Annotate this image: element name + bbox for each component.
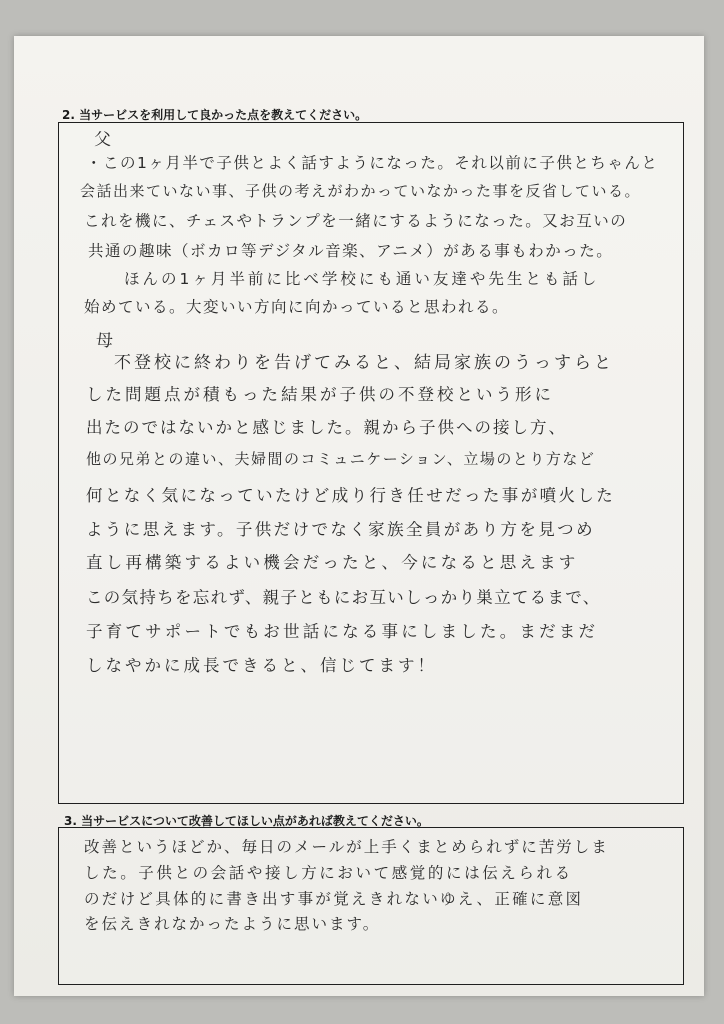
- section2-heading: 2. 当サービスを利用して良かった点を教えてください。: [62, 108, 368, 122]
- mother-line-5: 何となく気になっていたけど成り行き任せだった事が噴火した: [86, 486, 616, 505]
- father-line-6: 始めている。大変いい方向に向かっていると思われる。: [84, 298, 510, 316]
- father-line-1: ・この1ヶ月半で子供とよく話すようになった。それ以前に子供とちゃんと: [86, 154, 659, 172]
- father-label: 父: [94, 130, 113, 150]
- father-line-3: これを機に、チェスやトランプを一緒にするようになった。又お互いの: [84, 212, 628, 230]
- section3-heading: 3. 当サービスについて改善してほしい点があれば教えてください。: [64, 814, 429, 828]
- mother-line-3: 出たのではないかと感じました。親から子供への接し方、: [86, 418, 567, 437]
- mother-line-1: 不登校に終わりを告げてみると、結局家族のうっすらと: [114, 353, 614, 373]
- mother-line-2: した問題点が積もった結果が子供の不登校という形に: [86, 385, 554, 404]
- mother-line-4: 他の兄弟との違い、夫婦間のコミュニケーション、立場のとり方など: [86, 450, 596, 468]
- mother-line-6: ように思えます。子供だけでなく家族全員があり方を見つめ: [86, 520, 595, 539]
- mother-label: 母: [96, 331, 115, 351]
- mother-line-8: この気持ちを忘れず、親子ともにお互いしっかり巣立てるまで、: [86, 588, 601, 607]
- mother-line-9: 子育てサポートでもお世話になる事にしました。まだまだ: [86, 622, 599, 641]
- father-line-4: 共通の趣味（ボカロ等デジタル音楽、アニメ）がある事もわかった。: [88, 242, 614, 260]
- section3-line-1: 改善というほどか、毎日のメールが上手くまとめられずに苦労しま: [84, 838, 609, 856]
- section3-line-4: を伝えきれなかったように思います。: [84, 915, 381, 933]
- father-line-2: 会話出来ていない事、子供の考えがわかっていなかった事を反省している。: [80, 182, 642, 200]
- father-line-5: ほんの1ヶ月半前に比べ学校にも通い友達や先生とも話し: [124, 270, 600, 288]
- survey-sheet: [14, 36, 704, 996]
- section3-line-3: のだけど具体的に書き出す事が覚えきれないゆえ、正確に意図: [84, 890, 584, 908]
- section3-line-2: した。子供との会話や接し方において感覚的には伝えられる: [84, 864, 573, 882]
- mother-line-10: しなやかに成長できると、信じてます！: [86, 656, 437, 675]
- mother-line-7: 直し再構築するよい機会だったと、今になると思えます: [86, 553, 579, 572]
